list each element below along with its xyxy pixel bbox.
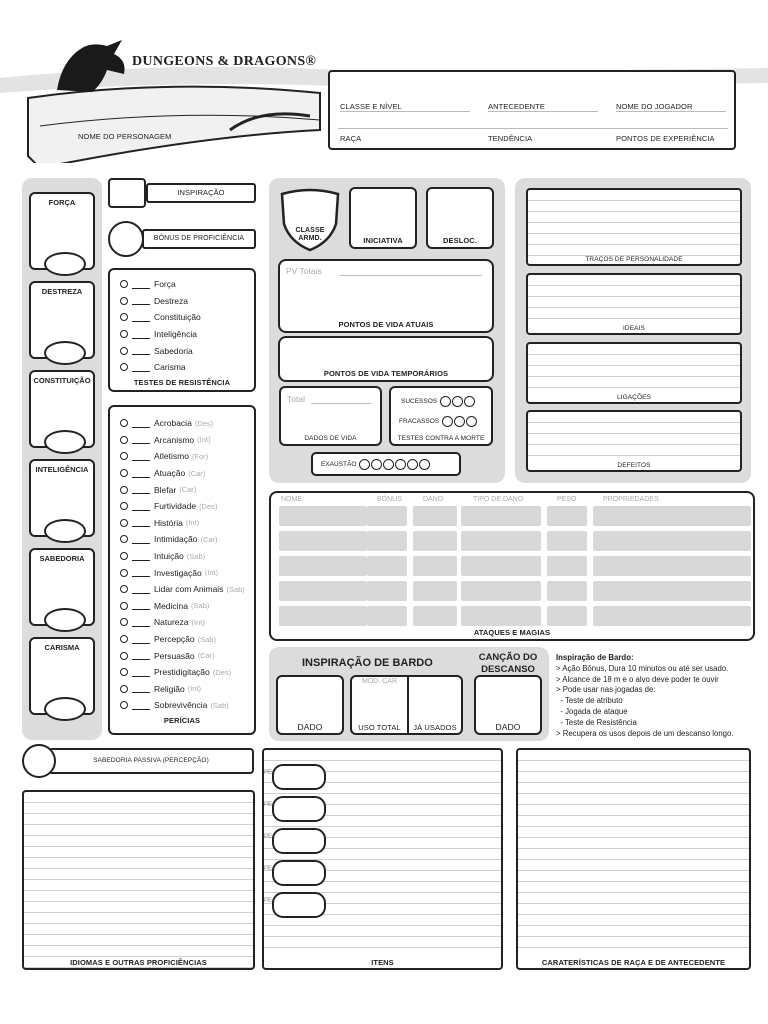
death-success-3-icon[interactable] [464, 396, 475, 407]
items-box[interactable]: PE PE PE PE PE ITENS [262, 748, 503, 970]
skill-attribute: (Int) [197, 435, 211, 445]
skill-row[interactable] [120, 631, 254, 648]
attack-cell[interactable] [279, 606, 367, 626]
saving-throw-row[interactable]: Sabedoria [120, 342, 254, 359]
skill-attribute: (Int) [204, 568, 219, 578]
armor-class-label-2: ARMD. [298, 235, 322, 242]
passive-wisdom-circle[interactable] [22, 744, 56, 778]
skill-row[interactable] [120, 598, 254, 615]
bard-note-line: - Teste de Resistência [556, 717, 637, 727]
proficiency-dot-icon[interactable] [120, 347, 128, 355]
attack-cell[interactable] [461, 581, 541, 601]
ability-intelligence[interactable] [29, 459, 95, 537]
death-successes-row: SUCESSOS [401, 396, 475, 407]
death-success-2-icon[interactable] [452, 396, 463, 407]
skill-name: Prestidigitação [154, 667, 210, 678]
ability-strength[interactable] [29, 192, 95, 270]
bard-note-line: Inspiração de Bardo: [556, 653, 634, 662]
flaws-box[interactable]: DEFEITOS [526, 410, 742, 472]
skill-attribute: (Car) [179, 485, 197, 495]
hp-max-line[interactable] [340, 275, 482, 276]
skill-attribute: (Int) [185, 518, 200, 528]
skill-name: Lidar com Animais [154, 584, 224, 595]
bard-notes [556, 653, 760, 739]
attack-cell[interactable] [461, 556, 541, 576]
ability-label: SABEDORIA [39, 554, 85, 563]
ability-label: CONSTITUIÇÃO [33, 376, 91, 385]
initiative-box[interactable]: INICIATIVA [349, 187, 417, 249]
bard-title: INSPIRAÇÃO DE BARDO [302, 657, 433, 669]
personality-traits-box[interactable]: TRAÇOS DE PERSONALIDADE [526, 188, 742, 266]
hit-dice-box[interactable]: Total DADOS DE VIDA [279, 386, 382, 446]
header-properties: PROPRIEDADES [603, 496, 659, 503]
ability-wisdom[interactable] [29, 548, 95, 626]
inspiration-label: INSPIRAÇÃO [146, 183, 256, 203]
proficiency-dot-icon[interactable] [120, 635, 128, 643]
skill-row[interactable] [120, 531, 254, 548]
attack-cell[interactable] [413, 581, 457, 601]
bonds-box[interactable]: LIGAÇÕES [526, 342, 742, 404]
header-name: NOME: [281, 496, 304, 503]
proficiency-dot-icon[interactable] [120, 519, 128, 527]
field-background[interactable]: ANTECEDENTE [488, 102, 598, 112]
rest-song-title-1: CANÇÃO DO [478, 652, 538, 663]
attack-cell[interactable] [279, 556, 367, 576]
logo-text: DUNGEONS & DRAGONS® [132, 54, 317, 69]
character-info-box [328, 70, 736, 150]
proficiency-label: BÔNUS DE PROFICIÊNCIA [142, 229, 256, 249]
ability-label: INTELIGÊNCIA [35, 465, 89, 474]
header-damage-type: TIPO DE DANO [473, 496, 524, 503]
exhaustion-4-icon[interactable] [395, 459, 406, 470]
attack-cell[interactable] [367, 556, 407, 576]
attack-cell[interactable] [367, 531, 407, 551]
coin-label: PE [264, 866, 273, 872]
skill-attribute: (Car) [197, 651, 215, 661]
total-uses[interactable]: USO TOTAL [358, 723, 401, 732]
hp-max-label: PV Totais [286, 266, 322, 276]
attack-cell[interactable] [413, 531, 457, 551]
skill-attribute: (For) [191, 451, 209, 461]
proficiency-dot-icon[interactable] [120, 363, 128, 371]
ability-modifier-oval[interactable] [44, 608, 86, 632]
skill-row[interactable] [120, 697, 254, 714]
skills-title: PERÍCIAS [163, 715, 201, 725]
proficiency-dot-icon[interactable] [120, 330, 128, 338]
field-experience[interactable]: PONTOS DE EXPERIÊNCIA [616, 134, 715, 143]
attack-cell[interactable] [367, 506, 407, 526]
skill-name: Blefar [154, 484, 177, 495]
skill-row[interactable] [120, 515, 254, 532]
skills-box [108, 405, 256, 735]
ability-constitution[interactable] [29, 370, 95, 448]
ability-label: FORÇA [48, 198, 76, 207]
attack-cell[interactable] [593, 506, 751, 526]
skill-name: Intuição [154, 551, 184, 562]
skill-name: Investigação [154, 567, 202, 578]
proficiency-dot-icon[interactable] [120, 297, 128, 305]
death-failure-1-icon[interactable] [442, 416, 453, 427]
skill-attribute: (Des) [194, 418, 214, 428]
death-saves-box: SUCESSOS FRACASSOS TESTES CONTRA A MORTE [389, 386, 493, 446]
skill-row[interactable] [120, 415, 254, 432]
temp-hp-box[interactable]: PONTOS DE VIDA TEMPORÁRIOS [278, 336, 494, 382]
skill-row[interactable] [120, 498, 254, 515]
attack-cell[interactable] [593, 606, 751, 626]
attack-cell[interactable] [413, 506, 457, 526]
attack-cell[interactable] [547, 606, 587, 626]
skill-row[interactable] [120, 581, 254, 598]
bard-note-line: > Recupera os usos depois de um descanso longo. [556, 728, 734, 738]
ability-dexterity[interactable] [29, 281, 95, 359]
skill-name: Natureza [154, 617, 189, 628]
saving-throw-row[interactable]: Destreza [120, 293, 254, 310]
field-race[interactable]: RAÇA [340, 134, 362, 143]
armor-class-label-1: CLASSE [295, 227, 325, 234]
coin-slot[interactable] [272, 828, 326, 854]
skill-name: Acrobacia [154, 418, 192, 429]
skill-name: Persuasão [154, 650, 195, 661]
bard-note-line: - Teste de atributo [556, 696, 623, 706]
skill-row[interactable] [120, 647, 254, 664]
skill-row[interactable] [120, 481, 254, 498]
attack-cell[interactable] [547, 531, 587, 551]
skill-attribute: (Car) [188, 468, 206, 478]
attack-cell[interactable] [461, 531, 541, 551]
attack-cell[interactable] [279, 581, 367, 601]
proficiency-dot-icon[interactable] [120, 419, 128, 427]
attack-cell[interactable] [367, 581, 407, 601]
coin-slot[interactable] [272, 892, 326, 918]
skill-row[interactable] [120, 548, 254, 565]
ability-modifier-oval[interactable] [44, 430, 86, 454]
coin-label: PE [264, 834, 273, 840]
skill-attribute: (Car) [200, 534, 218, 544]
attack-cell[interactable] [367, 606, 407, 626]
field-alignment[interactable]: TENDÊNCIA [488, 134, 533, 143]
proficiency-dot-icon[interactable] [120, 618, 128, 626]
skill-attribute: (Sab) [210, 700, 229, 710]
death-failures-row: FRACASSOS [399, 416, 477, 427]
skill-name: Arcanismo [154, 434, 195, 445]
saving-throw-row[interactable]: Força [120, 276, 254, 293]
attack-cell[interactable] [547, 581, 587, 601]
proficiency-dot-icon[interactable] [120, 585, 128, 593]
attack-cell[interactable] [547, 556, 587, 576]
skill-name: Medicina [154, 600, 189, 611]
attack-cell[interactable] [593, 581, 751, 601]
proficiency-dot-icon[interactable] [120, 469, 128, 477]
death-failure-2-icon[interactable] [454, 416, 465, 427]
proficiency-dot-icon[interactable] [120, 535, 128, 543]
attack-cell[interactable] [461, 506, 541, 526]
exhaustion-6-icon[interactable] [419, 459, 430, 470]
ability-modifier-oval[interactable] [44, 341, 86, 365]
saving-throws-title: TESTES DE RESISTÊNCIA [133, 377, 231, 387]
skill-attribute: (Int) [191, 617, 205, 627]
coin-label: PE [264, 770, 273, 776]
coin-label: PE [264, 898, 273, 904]
skill-name: Percepção [154, 634, 195, 645]
bard-note-line: - Jogada de ataque [556, 706, 628, 716]
death-failure-3-icon[interactable] [466, 416, 477, 427]
skill-attribute: (Sab) [226, 584, 245, 594]
coin-label: PE [264, 802, 273, 808]
skill-name: História [154, 517, 183, 528]
proficiency-dot-icon[interactable] [120, 602, 128, 610]
proficiency-dot-icon[interactable] [120, 668, 128, 676]
attack-cell[interactable] [593, 556, 751, 576]
attacks-box: NOME: BÔNUS DANO TIPO DE DANO PESO PROPRIEDADES ATAQUES E MAGIAS [269, 491, 755, 641]
exhaustion-3-icon[interactable] [383, 459, 394, 470]
coin-slot[interactable] [272, 764, 326, 790]
skill-name: Atletismo [154, 451, 189, 462]
proficiency-dot-icon[interactable] [120, 313, 128, 321]
proficiency-dot-icon[interactable] [120, 569, 128, 577]
saving-throw-row[interactable]: Carisma [120, 359, 254, 376]
skill-row[interactable] [120, 448, 254, 465]
skill-row[interactable] [120, 432, 254, 449]
skill-row[interactable] [120, 465, 254, 482]
skill-name: Atuação [154, 468, 186, 479]
ideals-box[interactable]: IDEAIS [526, 273, 742, 335]
proficiency-dot-icon[interactable] [120, 701, 128, 709]
header-weight: PESO [557, 496, 577, 503]
skill-name: Furtividade [154, 501, 197, 512]
saving-throws-box [108, 268, 256, 392]
rest-song-title-2: DESCANSO [481, 664, 535, 675]
skill-name: Intimidação [154, 534, 198, 545]
skill-attribute: (Sab) [186, 551, 206, 561]
skill-name: Religião [154, 683, 185, 694]
dragon-logo-icon [52, 40, 132, 96]
ability-label: CARISMA [44, 643, 80, 652]
ability-modifier-oval[interactable] [44, 697, 86, 721]
saving-throw-row[interactable]: Inteligência [120, 326, 254, 343]
proficiency-dot-icon[interactable] [120, 486, 128, 494]
attack-cell[interactable] [461, 606, 541, 626]
inspiration-checkbox[interactable] [108, 178, 146, 208]
bard-note-line: > Alcance de 18 m e o alvo deve poder te ouvir [556, 674, 719, 684]
death-success-1-icon[interactable] [440, 396, 451, 407]
header-damage: DANO [423, 496, 444, 503]
attack-cell[interactable] [279, 531, 367, 551]
ability-modifier-oval[interactable] [44, 519, 86, 543]
skills-list [120, 415, 254, 714]
header-bonus: BÔNUS [377, 496, 402, 503]
skill-attribute: (Sab) [197, 634, 216, 644]
bard-die-box[interactable]: DADO [276, 675, 344, 735]
skill-row[interactable] [120, 564, 254, 581]
current-hp-box[interactable]: PV Totais PONTOS DE VIDA ATUAIS [278, 259, 494, 333]
skill-attribute: (Des) [199, 501, 218, 511]
proficiency-dot-icon[interactable] [120, 436, 128, 444]
coin-slot[interactable] [272, 860, 326, 886]
proficiency-dot-icon[interactable] [120, 685, 128, 693]
proficiency-dot-icon[interactable] [120, 502, 128, 510]
exhaustion-1-icon[interactable] [359, 459, 370, 470]
attack-cell[interactable] [413, 556, 457, 576]
field-class-level[interactable]: CLASSE E NÍVEL [340, 102, 470, 112]
coin-slot[interactable] [272, 796, 326, 822]
proficiency-dot-icon[interactable] [120, 552, 128, 560]
attack-cell[interactable] [593, 531, 751, 551]
bard-note-line: > Pode usar nas jogadas de: [556, 685, 656, 695]
ability-modifier-oval[interactable] [44, 252, 86, 276]
speed-box[interactable]: DESLOC. [426, 187, 494, 249]
skill-name: Sobrevivência [154, 700, 208, 711]
attack-cell[interactable] [547, 506, 587, 526]
character-name-label: NOME DO PERSONAGEM [78, 132, 172, 141]
proficiency-circle[interactable] [108, 221, 144, 257]
exhaustion-box: EXAUSTÃO [311, 452, 461, 476]
proficiency-dot-icon[interactable] [120, 652, 128, 660]
proficiency-dot-icon[interactable] [120, 452, 128, 460]
race-features-box[interactable]: CARATERÍSTICAS DE RAÇA E DE ANTECEDENTE [516, 748, 751, 970]
bard-uses-box: MOD. CAR USO TOTAL JÁ USADOS [350, 675, 463, 735]
passive-wisdom-box: SABEDORIA PASSIVA (PERCEPÇÃO) [48, 748, 254, 774]
exhaustion-5-icon[interactable] [407, 459, 418, 470]
skill-row[interactable] [120, 614, 254, 631]
skill-row[interactable] [120, 681, 254, 698]
exhaustion-2-icon[interactable] [371, 459, 382, 470]
skill-attribute: (Des) [212, 667, 232, 677]
skill-attribute: (Int) [187, 684, 202, 694]
attack-cell[interactable] [279, 506, 367, 526]
proficiency-dot-icon[interactable] [120, 280, 128, 288]
attack-cell[interactable] [413, 606, 457, 626]
bard-note-line: > Ação Bônus, Dura 10 minutos ou até ser usado. [556, 663, 729, 673]
languages-box[interactable]: IDIOMAS E OUTRAS PROFICIÊNCIAS [22, 790, 255, 970]
ability-charisma[interactable] [29, 637, 95, 715]
armor-class-shield-icon[interactable] [278, 186, 342, 252]
skill-row[interactable] [120, 664, 254, 681]
field-underline-row2 [338, 128, 728, 129]
used-count[interactable]: JÁ USADOS [413, 723, 457, 732]
ability-label: DESTREZA [41, 287, 83, 296]
rest-song-die-box[interactable]: DADO [474, 675, 542, 735]
skill-attribute: (Sab) [191, 601, 210, 611]
saving-throw-row[interactable]: Constituição [120, 309, 254, 326]
field-player-name[interactable]: NOME DO JOGADOR [616, 102, 726, 112]
